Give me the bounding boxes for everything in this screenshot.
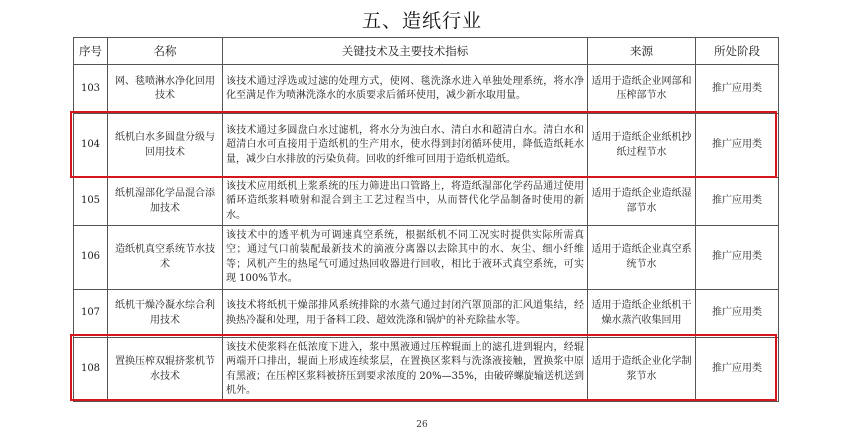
row-num: 105 <box>74 178 108 226</box>
row-name: 置换压榨双辊挤浆机节水技术 <box>108 338 223 402</box>
row-desc: 该技术将纸机干燥部排风系统排除的水蒸气通过封闭汽罩顶部的汇风道集结，经换热冷凝和处理，用于备料工段、超效洗涤和锅炉的补充除盐水等。 <box>223 290 588 338</box>
row-num: 107 <box>74 290 108 338</box>
row-stage: 推广应用类 <box>696 226 779 290</box>
header-name: 名称 <box>108 38 223 65</box>
header-source: 来源 <box>588 38 696 65</box>
row-source: 适用于造纸企业纸机干燥水蒸汽收集回用 <box>588 290 696 338</box>
row-num: 104 <box>74 114 108 178</box>
table-row <box>74 338 779 402</box>
row-num: 108 <box>74 338 108 402</box>
row-num: 103 <box>74 65 108 114</box>
row-desc: 该技术通过多圆盘白水过滤机，将水分为浊白水、清白水和超清白水。清白水和超清白水可直接用于造纸机的生产用水，使水得到封闭循环使用，降低造纸耗水量，减少白水排放的污染负荷。回收的纤维可回用于造纸机造纸。 <box>223 114 588 178</box>
row-source: 适用于造纸企业网部和压榨部节水 <box>588 65 696 114</box>
section-title: 五、造纸行业 <box>361 10 482 32</box>
table-row <box>74 226 779 290</box>
page-number: 26 <box>416 420 428 430</box>
row-source: 适用于造纸企业纸机抄纸过程节水 <box>588 114 696 178</box>
row-stage: 推广应用类 <box>696 290 779 338</box>
table-row <box>74 114 779 178</box>
header-num: 序号 <box>74 38 108 65</box>
row-name: 纸机白水多圆盘分级与回用技术 <box>108 114 223 178</box>
row-stage: 推广应用类 <box>696 338 779 402</box>
table-row <box>74 65 779 114</box>
technology-table <box>73 37 779 402</box>
row-desc: 该技术应用纸机上浆系统的压力筛进出口管路上，将造纸湿部化学药品通过使用循环造纸浆料喷射和混合到主工艺过程当中，从而替代化学品制备时使用的新水。 <box>223 178 588 226</box>
row-source: 适用于造纸企业真空系统节水 <box>588 226 696 290</box>
row-source: 适用于造纸企业造纸湿部节水 <box>588 178 696 226</box>
table-header-row <box>74 38 779 65</box>
table-row <box>74 290 779 338</box>
row-stage: 推广应用类 <box>696 114 779 178</box>
row-name: 网、毯喷淋水净化回用技术 <box>108 65 223 114</box>
row-name: 纸机干燥冷凝水综合利用技术 <box>108 290 223 338</box>
row-num: 106 <box>74 226 108 290</box>
row-stage: 推广应用类 <box>696 65 779 114</box>
row-desc: 该技术使浆料在低浓度下进入，浆中黑液通过压榨辊面上的滤孔进到辊内，经辊两端开口排出，辊面上形成连续浆层，在置换区浆料与洗涤液接触，置换浆中原有黑液；在压榨区浆料被挤压到要求浓度的 20%—35%，由破碎螺旋输送机送到机外。 <box>223 338 588 402</box>
row-desc: 该技术中的透平机为可调速真空系统，根据纸机不同工况实时提供实际所需真空；通过气口前装配最新技术的滴液分离器以去除其中的水、灰尘、细小纤维等；风机产生的热尾气可通过热回收器进行回收，相比于液环式真空系统，可实现 100%节水。 <box>223 226 588 290</box>
header-stage: 所处阶段 <box>696 38 779 65</box>
row-source: 适用于造纸企业化学制浆节水 <box>588 338 696 402</box>
row-name: 造纸机真空系统节水技术 <box>108 226 223 290</box>
row-desc: 该技术通过浮选或过滤的处理方式，使网、毯洗涤水进入单独处理系统，将水净化至满足作为喷淋洗涤水的水质要求后循环使用，减少新水取用量。 <box>223 65 588 114</box>
row-name: 纸机湿部化学品混合添加技术 <box>108 178 223 226</box>
header-desc: 关键技术及主要技术指标 <box>223 38 588 65</box>
table-row <box>74 178 779 226</box>
row-stage: 推广应用类 <box>696 178 779 226</box>
